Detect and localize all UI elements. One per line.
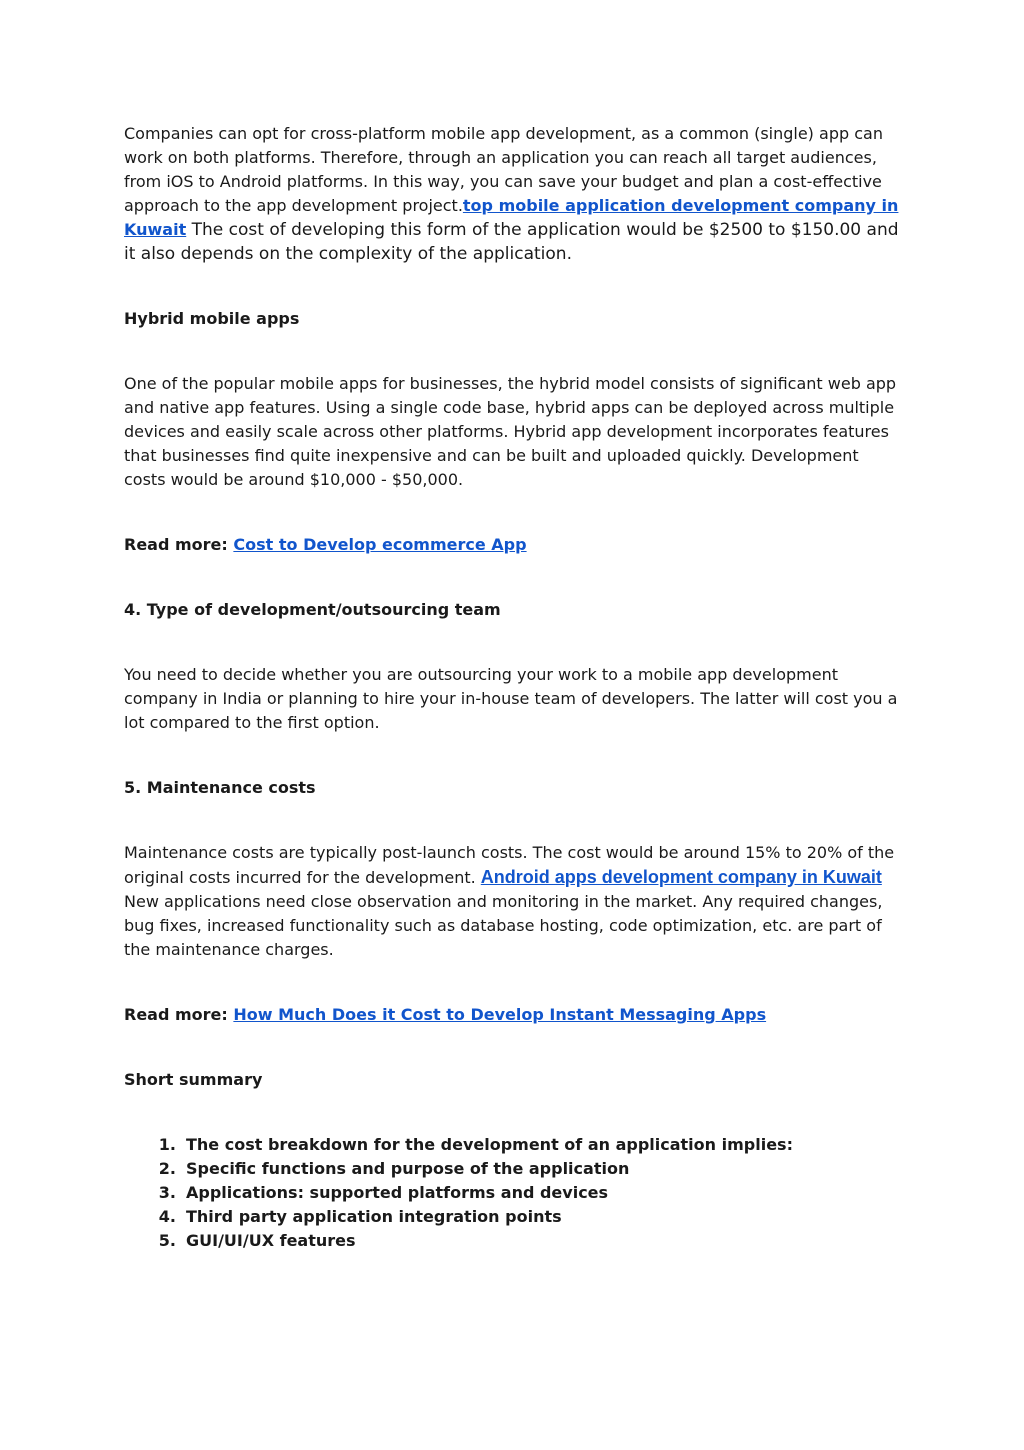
heading-maintenance-costs: 5. Maintenance costs (124, 778, 316, 797)
heading-hybrid-apps: Hybrid mobile apps (124, 309, 300, 328)
link-messaging-apps-cost[interactable]: How Much Does it Cost to Develop Instant Messaging Apps (233, 1005, 767, 1024)
summary-list (124, 1133, 904, 1253)
list-item-text: Applications: supported platforms and devices (186, 1183, 609, 1202)
list-number: 1. (158, 1135, 176, 1154)
paragraph-cross-platform (124, 122, 904, 266)
document-page (124, 122, 904, 1253)
list-number: 3. (158, 1183, 176, 1202)
paragraph-outsourcing: You need to decide whether you are outsourcing your work to a mobile app development company in India or planning to hire your in-house team of developers. The latter will cost you a lot compared to the first option. (124, 665, 898, 732)
list-number: 5. (158, 1231, 176, 1250)
read-more-label: Read more: (124, 1005, 234, 1024)
list-item-text: GUI/UI/UX features (186, 1231, 356, 1250)
link-top-mobile-app-company[interactable]: top mobile application development company in Kuwait (124, 196, 899, 239)
list-item-text: The cost breakdown for the development of an application implies: (186, 1135, 793, 1154)
list-item (124, 1133, 904, 1157)
paragraph-text-after: New applications need close observation and monitoring in the market. Any required changes, bug fixes, increased functionality such as database hosting, code optimization, etc. are part of the maintenance charges. (124, 892, 883, 959)
read-more-label: Read more: (124, 535, 234, 554)
read-more-ecommerce (124, 533, 904, 557)
heading-short-summary: Short summary (124, 1070, 263, 1089)
paragraph-text: Maintenance costs are typically post-launch costs. The cost would be around 15% to 20% of the original costs incurred for the development. (124, 843, 895, 887)
list-item (124, 1181, 904, 1205)
paragraph-text: Companies can opt for cross-platform mobile app development, as a common (single) app can work on both platforms. Therefore, through an application you can reach all target audiences, from iOS to Android platforms. In this way, you can save your budget and plan a cost-effective approach to the app development project. (124, 124, 883, 215)
list-item-text: Specific functions and purpose of the application (186, 1159, 630, 1178)
paragraph-hybrid: One of the popular mobile apps for businesses, the hybrid model consists of significant web app and native app features. Using a single code base, hybrid apps can be deployed across multiple devices and easily scale across other platforms. Hybrid app development incorporates features that businesses find quite inexpensive and can be built and uploaded quickly. Development costs would be around $10,000 - $50,000. (124, 374, 897, 489)
list-item (124, 1157, 904, 1181)
list-number: 2. (158, 1159, 176, 1178)
list-item-text: Third party application integration points (186, 1207, 562, 1226)
list-number: 4. (158, 1207, 176, 1226)
read-more-messaging (124, 1003, 904, 1027)
link-cost-ecommerce-app[interactable]: Cost to Develop ecommerce App (233, 535, 527, 554)
heading-development-team: 4. Type of development/outsourcing team (124, 600, 501, 619)
paragraph-maintenance (124, 841, 904, 962)
link-android-apps-company[interactable]: Android apps development company in Kuwait (480, 867, 882, 887)
list-item (124, 1229, 904, 1253)
list-item (124, 1205, 904, 1229)
paragraph-text-after: The cost of developing this form of the application would be $2500 to $150.00 and it also depends on the complexity of the application. (124, 220, 899, 264)
